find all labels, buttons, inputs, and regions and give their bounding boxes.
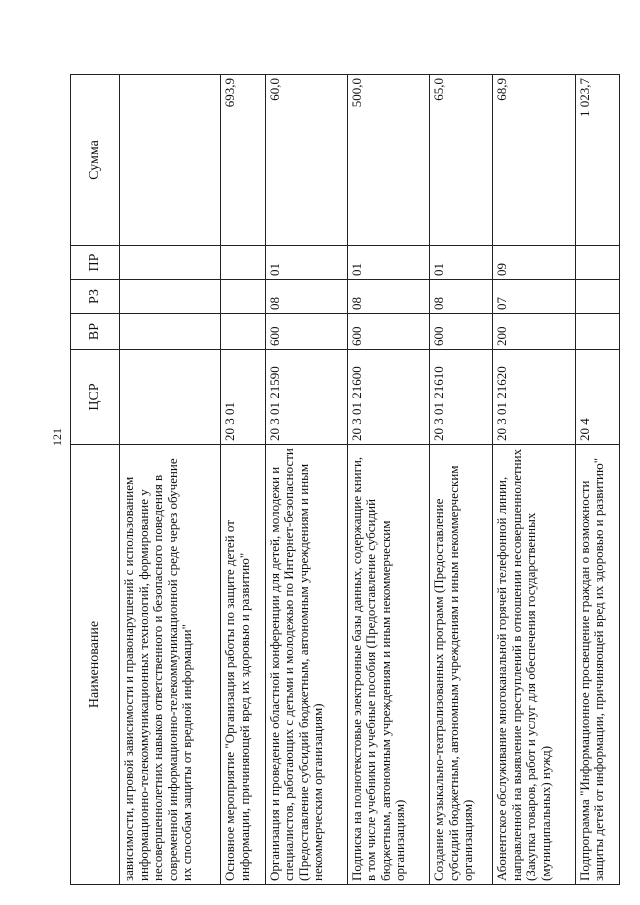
header-csr: ЦСР <box>71 350 120 445</box>
cell-name: Подпрограмма "Информационное просвещение граждан о возможности защиты детей от информации, причиняющей вред их здоровью и развитию" <box>575 445 619 885</box>
budget-table <box>70 74 620 885</box>
cell-name: Создание музыкально-театрализованных программ (Предоставление субсидий бюджетным, автономным учреждениям и иным некоммерческим организациям) <box>430 445 493 885</box>
cell-rz: 08 <box>265 280 347 314</box>
table-row <box>120 75 221 885</box>
table-row <box>347 75 429 885</box>
cell-name: Организация и проведение областной конференции для детей, молодежи и специалистов, работающих с детьми и молодежью по Интернет-безопасности (Предоставление субсидий бюджетным, автономным учреждениям и иным некоммерческим организациям) <box>265 445 347 885</box>
cell-csr: 20 3 01 <box>221 350 265 445</box>
table-row <box>575 75 619 885</box>
cell-vr: 200 <box>493 314 575 350</box>
header-vr: ВР <box>71 314 120 350</box>
cell-rz: 07 <box>493 280 575 314</box>
cell-name: Абонентское обслуживание многоканальной горячей телефонной линии, направленной на выявление преступлений в отношении несовершеннолетних (Закупка товаров, работ и услуг для обеспечения государственных (муниципальных) нужд) <box>493 445 575 885</box>
cell-vr: 600 <box>347 314 429 350</box>
cell-sum: 693,9 <box>221 75 265 246</box>
cell-csr: 20 3 01 21610 <box>430 350 493 445</box>
cell-pr <box>575 246 619 280</box>
cell-vr <box>575 314 619 350</box>
cell-sum: 500,0 <box>347 75 429 246</box>
cell-pr: 01 <box>430 246 493 280</box>
header-rz: РЗ <box>71 280 120 314</box>
cell-name: Подписка на полнотекстовые электронные базы данных, содержащие книги, в том числе учебники и учебные пособия (Предоставление субсидий бюджетным, автономным учреждениям и иным некоммерческим организациям) <box>347 445 429 885</box>
table-row <box>493 75 575 885</box>
cell-name: Основное мероприятие "Организация работы по защите детей от информации, причиняющей вред их здоровью и развитию" <box>221 445 265 885</box>
cell-sum: 1 023,7 <box>575 75 619 246</box>
cell-vr: 600 <box>265 314 347 350</box>
cell-rz: 08 <box>347 280 429 314</box>
cell-csr: 20 3 01 21620 <box>493 350 575 445</box>
table-row <box>221 75 265 885</box>
cell-pr <box>221 246 265 280</box>
cell-vr <box>120 314 221 350</box>
cell-pr <box>120 246 221 280</box>
cell-vr: 600 <box>430 314 493 350</box>
cell-sum <box>120 75 221 246</box>
header-sum: Сумма <box>71 75 120 246</box>
cell-pr: 09 <box>493 246 575 280</box>
cell-sum: 68,9 <box>493 75 575 246</box>
table-header-row <box>71 75 120 885</box>
cell-rz <box>575 280 619 314</box>
header-pr: ПР <box>71 246 120 280</box>
table-row <box>265 75 347 885</box>
cell-csr: 20 4 <box>575 350 619 445</box>
header-name: Наименование <box>71 445 120 885</box>
cell-rz: 08 <box>430 280 493 314</box>
page-number: 121 <box>50 428 64 446</box>
cell-rz <box>120 280 221 314</box>
rotated-table-container <box>70 75 620 885</box>
table-row <box>430 75 493 885</box>
cell-csr: 20 3 01 21590 <box>265 350 347 445</box>
cell-pr: 01 <box>265 246 347 280</box>
cell-csr: 20 3 01 21600 <box>347 350 429 445</box>
cell-rz <box>221 280 265 314</box>
cell-sum: 65,0 <box>430 75 493 246</box>
cell-name: зависимости, игровой зависимости и правонарушений с использованием информационно-телекоммуникационных технологий, формирование у несовершеннолетних навыков ответственного и безопасного поведения в современной информационно-телекоммуникационной среде через обучение их способам защиты от вредной информации" <box>120 445 221 885</box>
cell-csr <box>120 350 221 445</box>
cell-vr <box>221 314 265 350</box>
cell-sum: 60,0 <box>265 75 347 246</box>
cell-pr: 01 <box>347 246 429 280</box>
